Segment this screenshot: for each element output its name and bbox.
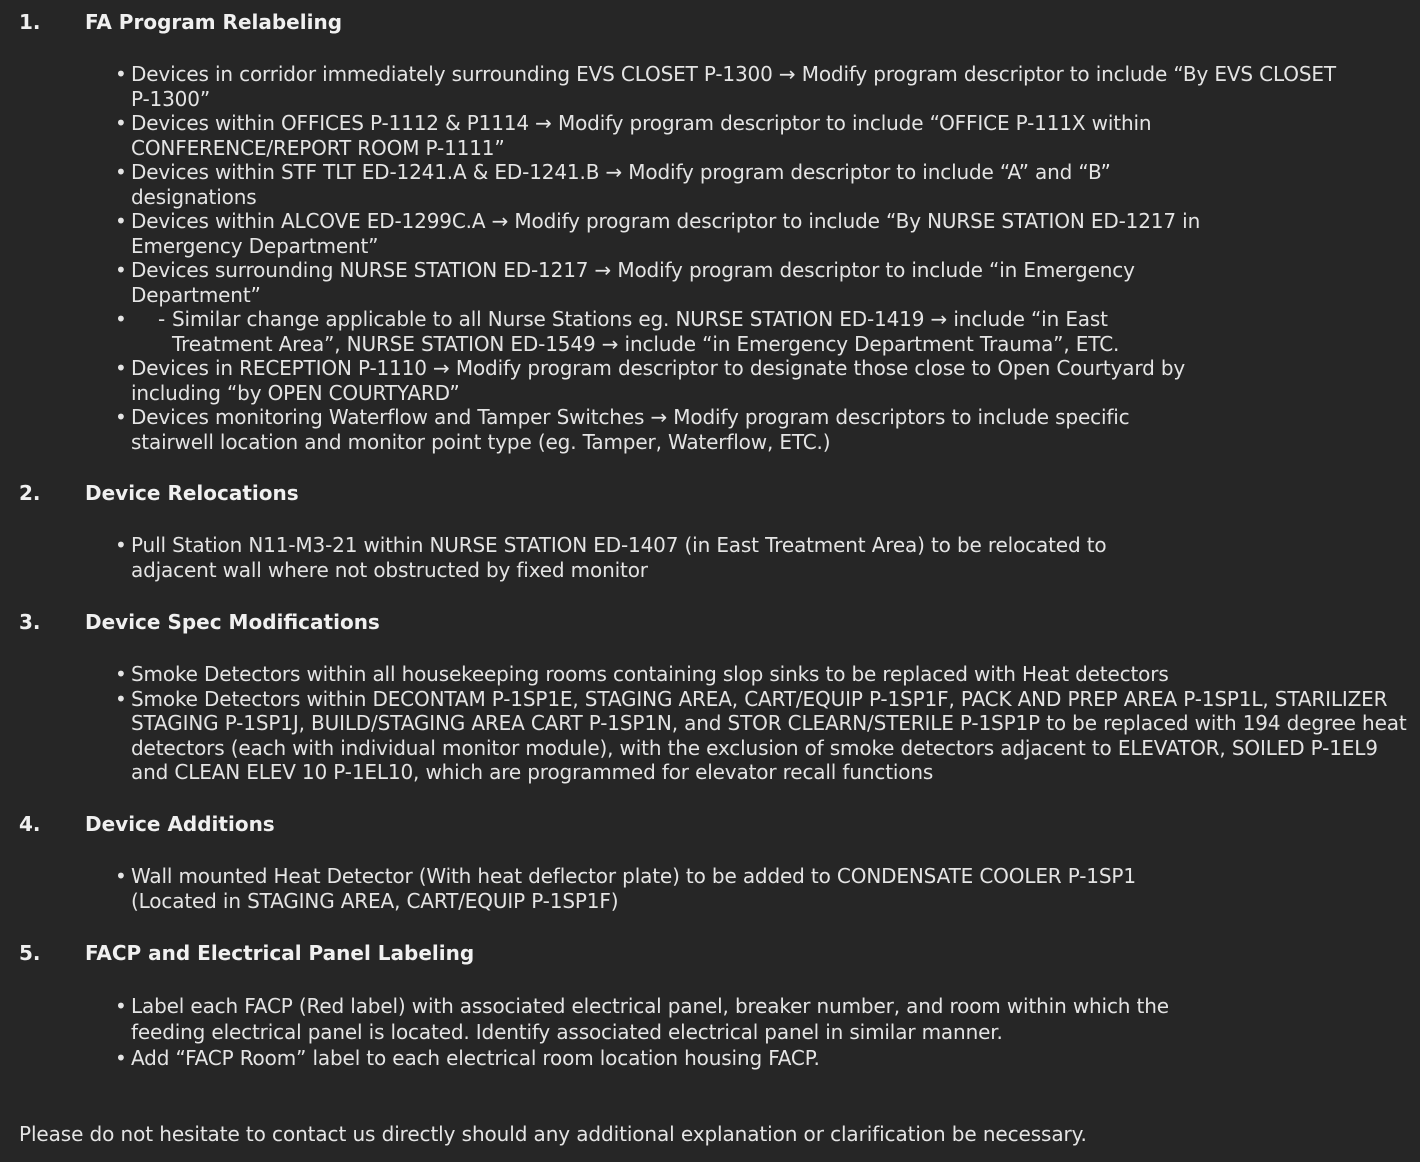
section-heading [0,10,1420,38]
section-heading [0,481,1420,509]
closing-note: Please do not hesitate to contact us directly should any additional explanation or clarification be necessary. [19,1122,1087,1146]
section-device-relocations [0,481,1420,582]
section-title: FACP and Electrical Panel Labeling [85,941,475,965]
section-title: Device Relocations [85,481,299,505]
bullet-list [0,864,1420,913]
list-item: • Devices in corridor immediately surrounding EVS CLOSET P-1300 → Modify program descriptor to include “By EVS CLOSET P-1300” [0,62,1420,111]
section-number: 2. [19,481,41,505]
bullet-list [0,533,1420,582]
section-number: 5. [19,941,41,965]
list-item: • Add “FACP Room” label to each electrical room location housing FACP. [0,1045,1420,1071]
list-item: • Pull Station N11-M3-21 within NURSE STATION ED-1407 (in East Treatment Area) to be relocated to adjacent wall where not obstructed by fixed monitor [0,533,1420,582]
section-device-spec-modifications [0,610,1420,784]
section-fa-program-relabeling [0,10,1420,454]
section-number: 1. [19,10,41,34]
list-item: • Smoke Detectors within all housekeeping rooms containing slop sinks to be replaced with Heat detectors [0,662,1420,687]
section-heading [0,941,1420,969]
section-facp-electrical-panel-labeling [0,941,1420,1070]
section-number: 3. [19,610,41,634]
section-title: Device Spec Modifications [85,610,380,634]
sub-note-item [0,307,1420,356]
bullet-list [0,993,1420,1071]
sub-note-dash: • - [158,307,166,331]
list-item: • Devices monitoring Waterflow and Tamper Switches → Modify program descriptors to include specific stairwell location and monitor point type (eg. Tamper, Waterflow, ETC.) [0,405,1420,454]
list-item: • Devices in RECEPTION P-1110 → Modify program descriptor to designate those close to Open Courtyard by including “by OPEN COURTYARD” [0,356,1420,405]
section-heading [0,812,1420,840]
list-item: • Smoke Detectors within DECONTAM P-1SP1E, STAGING AREA, CART/EQUIP P-1SP1F, PACK AND PREP AREA P-1SP1L, STARILIZER STAGING P-1SP1J, BUILD/STAGING AREA CART P-1SP1N, and STOR CLEARN/STERILE P-1SP1P to be replaced with 194 degree heat detectors (each with individual monitor module), with the exclusion of smoke detectors adjacent to ELEVATOR, SOILED P-1EL9 and CLEAN ELEV 10 P-1EL10, which are programmed for elevator recall functions [0,687,1420,785]
section-heading [0,610,1420,638]
bullet-list [0,662,1420,785]
section-device-additions [0,812,1420,913]
section-title: FA Program Relabeling [85,10,343,34]
list-item: • Devices within ALCOVE ED-1299C.A → Modify program descriptor to include “By NURSE STATION ED-1217 in Emergency Department” [0,209,1420,258]
bullet-list [0,62,1420,454]
list-item: • Devices within OFFICES P-1112 & P1114 → Modify program descriptor to include “OFFICE P-111X within CONFERENCE/REPORT ROOM P-1111” [0,111,1420,160]
section-number: 4. [19,812,41,836]
sub-note-text: Similar change applicable to all Nurse Stations eg. NURSE STATION ED-1419 → include “in East Treatment Area”, NURSE STATION ED-1549 → include “in Emergency Department Trauma”, ETC. [172,307,1120,356]
section-title: Device Additions [85,812,275,836]
list-item: • Label each FACP (Red label) with associated electrical panel, breaker number, and room within which the feeding electrical panel is located. Identify associated electrical panel in similar manner. [0,993,1420,1045]
list-item: • Wall mounted Heat Detector (With heat deflector plate) to be added to CONDENSATE COOLER P-1SP1 (Located in STAGING AREA, CART/EQUIP P-1SP1F) [0,864,1420,913]
list-item: • Devices within STF TLT ED-1241.A & ED-1241.B → Modify program descriptor to include “A” and “B” designations [0,160,1420,209]
list-item: • Devices surrounding NURSE STATION ED-1217 → Modify program descriptor to include “in Emergency Department” [0,258,1420,307]
